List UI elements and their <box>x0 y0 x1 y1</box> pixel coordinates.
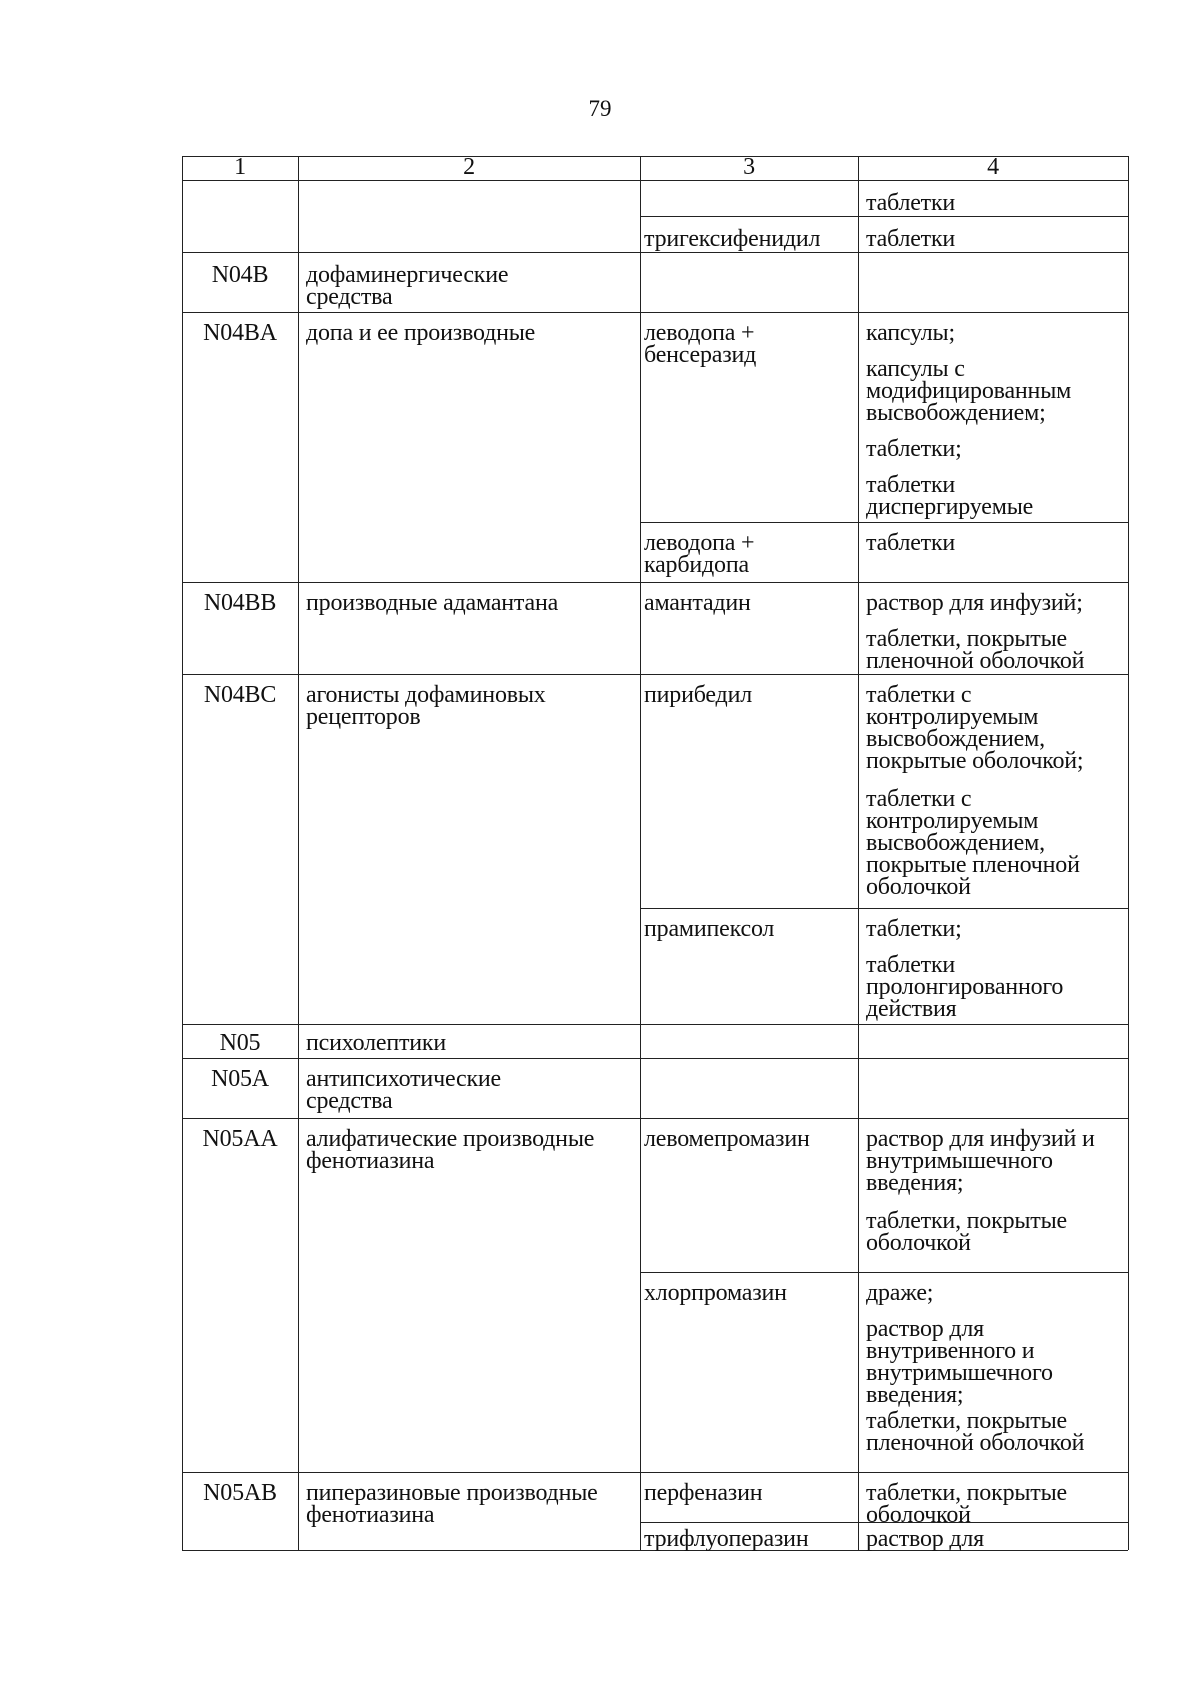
drug-name: леводопа + бенсеразид <box>644 320 757 368</box>
column-header: 3 <box>743 154 755 180</box>
dosage-form: таблетки; <box>866 916 962 942</box>
medicines-table <box>182 156 1128 1550</box>
drug-name: леводопа + карбидопа <box>644 530 755 578</box>
atc-code: N04BB <box>203 590 277 616</box>
dosage-form: таблетки, покрытые оболочкой <box>866 1208 1067 1256</box>
dosage-form: таблетки <box>866 190 956 216</box>
drug-name: трифлуоперазин <box>644 1526 809 1552</box>
dosage-form: таблетки, покрытые оболочкой <box>866 1480 1067 1528</box>
atc-code: N04BC <box>203 682 277 708</box>
dosage-form: раствор для <box>866 1526 984 1552</box>
dosage-form: таблетки пролонгированного действия <box>866 952 1064 1022</box>
dosage-form: таблетки; <box>866 436 962 462</box>
dosage-form: раствор для инфузий; <box>866 590 1083 616</box>
dosage-form: драже; <box>866 1280 934 1306</box>
atc-code: N04B <box>211 262 269 288</box>
dosage-form: таблетки <box>866 530 956 556</box>
column-header: 2 <box>463 154 475 180</box>
dosage-form: таблетки, покрытые пленочной оболочкой <box>866 626 1085 674</box>
group-name: допа и ее производные <box>306 320 536 346</box>
page-number: 79 <box>588 96 612 121</box>
dosage-form: таблетки с контролируемым высвобождением, покрытые пленочной оболочкой <box>866 786 1080 900</box>
atc-code: N04BA <box>203 320 277 346</box>
drug-name: амантадин <box>644 590 751 616</box>
group-name: производные адамантана <box>306 590 559 616</box>
group-name: алифатические производные фенотиазина <box>306 1126 595 1174</box>
drug-name: тригексифенидил <box>644 226 821 252</box>
group-name: пиперазиновые производные фенотиазина <box>306 1480 598 1528</box>
group-name: дофаминергические средства <box>306 262 509 310</box>
drug-name: пирибедил <box>644 682 752 708</box>
dosage-form: капсулы; <box>866 320 955 346</box>
group-name: психолептики <box>306 1030 447 1056</box>
column-header: 1 <box>234 154 246 180</box>
dosage-form: таблетки диспергируемые <box>866 472 1034 520</box>
drug-name: хлорпромазин <box>644 1280 787 1306</box>
atc-code: N05AB <box>203 1480 277 1506</box>
dosage-form: капсулы с модифицированным высвобождением; <box>866 356 1072 426</box>
column-header: 4 <box>987 154 999 180</box>
dosage-form: таблетки, покрытые пленочной оболочкой <box>866 1408 1085 1456</box>
atc-code: N05 <box>219 1030 261 1056</box>
dosage-form: таблетки с контролируемым высвобождением, покрытые оболочкой; <box>866 682 1084 774</box>
dosage-form: раствор для инфузий и внутримышечного введения; <box>866 1126 1095 1196</box>
drug-name: перфеназин <box>644 1480 763 1506</box>
dosage-form: таблетки <box>866 226 956 252</box>
atc-code: N05A <box>211 1066 269 1092</box>
drug-name: левомепромазин <box>644 1126 810 1152</box>
drug-name: прамипексол <box>644 916 775 942</box>
group-name: агонисты дофаминовых рецепторов <box>306 682 546 730</box>
group-name: антипсихотические средства <box>306 1066 501 1114</box>
dosage-form: раствор для внутривенного и внутримышечного введения; <box>866 1316 1053 1408</box>
atc-code: N05AA <box>202 1126 278 1152</box>
